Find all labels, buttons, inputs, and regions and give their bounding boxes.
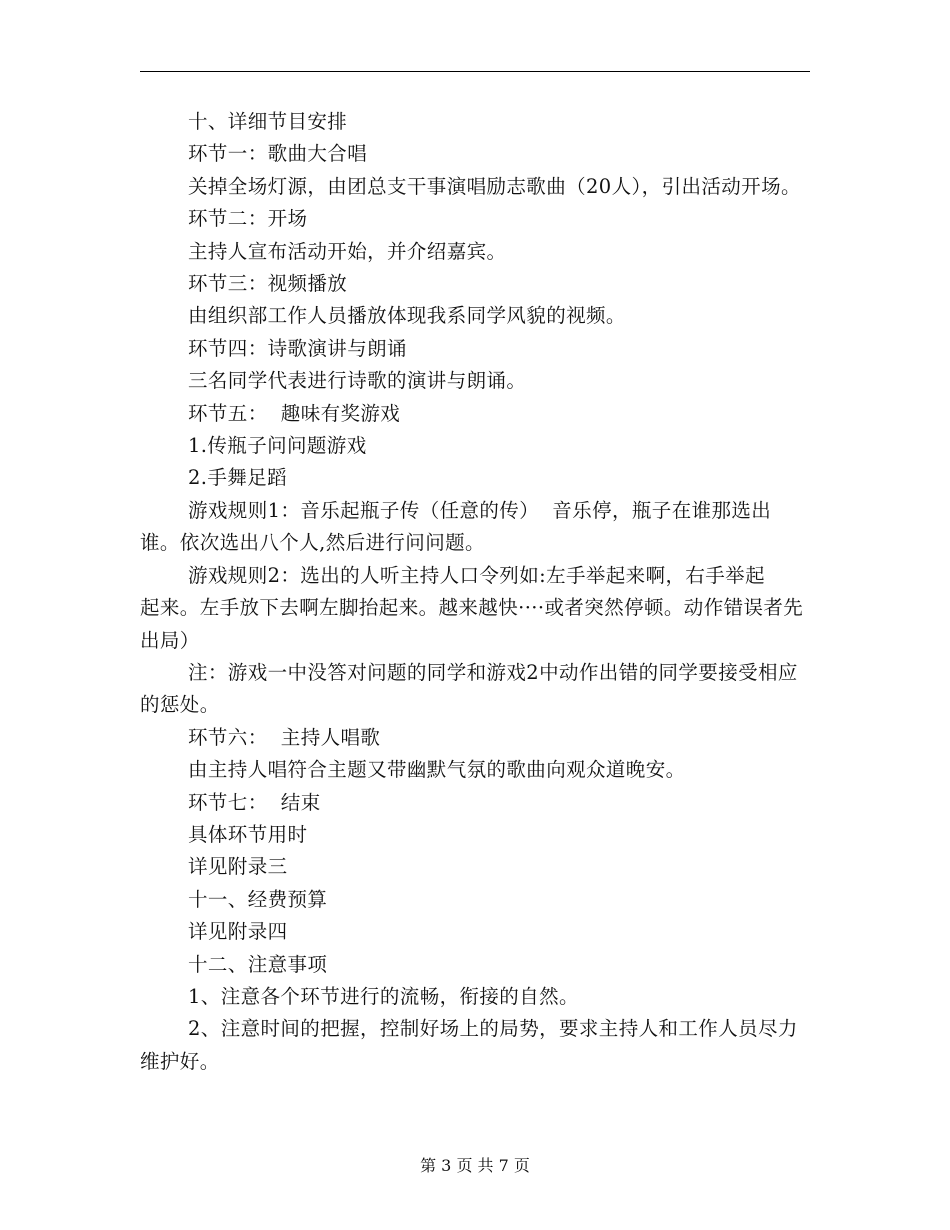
page-number: 第 3 页 共 7 页: [420, 1156, 530, 1175]
header-rule: [140, 71, 810, 72]
paragraph: 1、注意各个环节进行的流畅，衔接的自然。: [188, 984, 579, 1008]
paragraph: 具体环节用时: [188, 822, 308, 846]
paragraph: 环节七： 结束: [188, 790, 321, 814]
heading-program: 十、详细节目安排: [188, 110, 348, 133]
paragraph: 环节二：开场: [188, 207, 308, 231]
paragraph: 主持人宣布活动开始，并介绍嘉宾。: [188, 239, 507, 263]
paragraph: 详见附录三: [188, 855, 288, 879]
paragraph: 三名同学代表进行诗歌的演讲与朗诵。: [188, 369, 527, 393]
paragraph: 1.传瓶子问问题游戏: [188, 434, 367, 458]
paragraph: 游戏规则1：音乐起瓶子传（任意的传） 音乐停，瓶子在谁那选出谁。依次选出八个人,然后进行问问题。: [140, 498, 772, 555]
paragraph: 注：游戏一中没答对问题的同学和游戏2中动作出错的同学要接受相应的惩处。: [140, 660, 798, 717]
paragraph: 环节三：视频播放: [188, 272, 348, 296]
paragraph: 由主持人唱符合主题又带幽默气氛的歌曲向观众道晚安。: [188, 758, 686, 782]
paragraph: 由组织部工作人员播放体现我系同学风貌的视频。: [188, 304, 626, 328]
heading-notes: 十二、注意事项: [188, 952, 328, 976]
paragraph: 2.手舞足蹈: [188, 466, 288, 490]
paragraph: 环节六： 主持人唱歌: [188, 725, 381, 749]
paragraph: 环节五： 趣味有奖游戏: [188, 401, 401, 425]
paragraph: 详见附录四: [188, 920, 288, 944]
document-body: [140, 106, 810, 1078]
paragraph: 环节一：歌曲大合唱: [188, 142, 368, 166]
paragraph: 环节四：诗歌演讲与朗诵: [188, 336, 407, 360]
paragraph: 关掉全场灯源，由团总支干事演唱励志歌曲（20人），引出活动开场。: [188, 174, 801, 198]
heading-budget: 十一、经费预算: [188, 887, 328, 911]
paragraph: 游戏规则2：选出的人听主持人口令列如:左手举起来啊，右手举起 起来。左手放下去啊左脚抬起来。越来越快····或者突然停顿。动作错误者先出局）: [140, 563, 805, 652]
paragraph: 2、注意时间的把握，控制好场上的局势，要求主持人和工作人员尽力维护好。: [140, 1017, 798, 1073]
